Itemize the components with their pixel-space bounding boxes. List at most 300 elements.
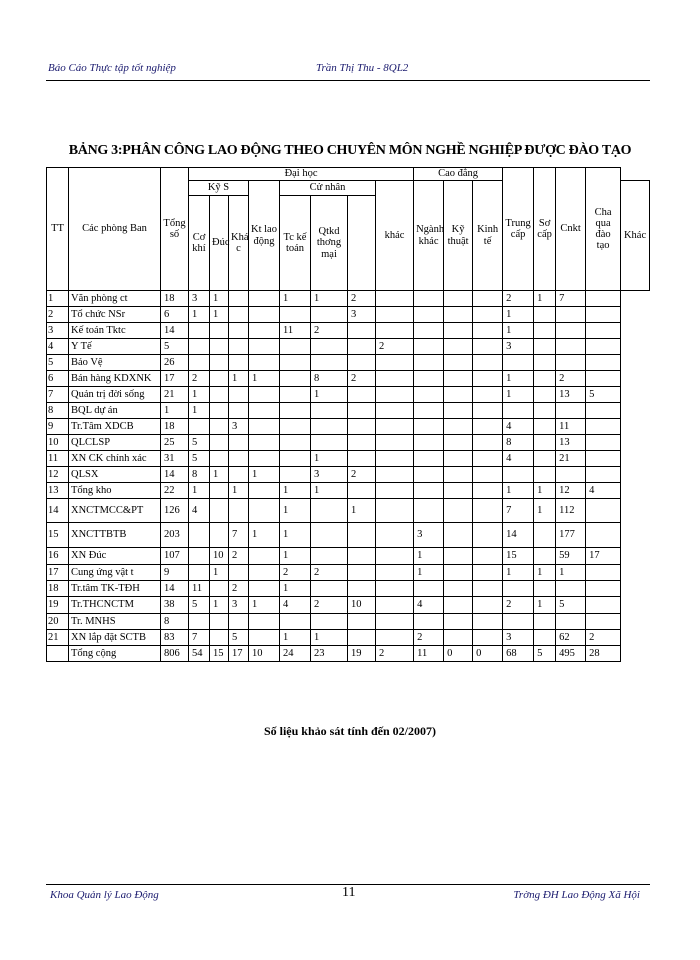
value-cell — [280, 614, 311, 630]
value-cell — [376, 403, 414, 419]
value-cell: 2 — [503, 291, 534, 307]
row-number: 10 — [47, 435, 69, 451]
value-cell: 15 — [210, 646, 229, 662]
labor-allocation-table — [46, 167, 650, 662]
value-cell — [280, 339, 311, 355]
value-cell — [376, 451, 414, 467]
value-cell — [444, 355, 473, 371]
value-cell: 1 — [311, 291, 348, 307]
value-cell: 26 — [161, 355, 189, 371]
value-cell: 38 — [161, 597, 189, 614]
department-name: Bảo Vệ — [69, 355, 161, 371]
header-author-text: Trần Thị Thu - 8QL2 — [316, 62, 409, 74]
value-cell — [229, 565, 249, 581]
value-cell: 1 — [210, 565, 229, 581]
value-cell: 1 — [229, 483, 249, 499]
value-cell: 1 — [534, 565, 556, 581]
row-number: 9 — [47, 419, 69, 435]
value-cell — [444, 630, 473, 646]
value-cell — [376, 581, 414, 597]
value-cell — [249, 339, 280, 355]
value-cell — [444, 307, 473, 323]
value-cell — [473, 435, 503, 451]
value-cell — [229, 499, 249, 523]
value-cell — [249, 403, 280, 419]
row-number: 5 — [47, 355, 69, 371]
row-number: 15 — [47, 523, 69, 548]
row-number: 21 — [47, 630, 69, 646]
value-cell — [473, 355, 503, 371]
value-cell — [376, 597, 414, 614]
value-cell: 19 — [348, 646, 376, 662]
value-cell — [444, 548, 473, 565]
value-cell — [210, 323, 229, 339]
col-header-co-khi: Cơ khí — [189, 196, 210, 291]
department-name: XNCTTBTB — [69, 523, 161, 548]
value-cell — [249, 355, 280, 371]
value-cell — [376, 355, 414, 371]
value-cell — [444, 467, 473, 483]
value-cell: 495 — [556, 646, 586, 662]
col-header-dept: Các phòng Ban — [69, 168, 161, 291]
value-cell — [414, 451, 444, 467]
row-number: 19 — [47, 597, 69, 614]
value-cell — [414, 435, 444, 451]
value-cell — [249, 323, 280, 339]
row-number: 3 — [47, 323, 69, 339]
value-cell: 107 — [161, 548, 189, 565]
value-cell: 9 — [161, 565, 189, 581]
group-header-caodang: Cao đẳng — [414, 168, 503, 181]
value-cell: 2 — [503, 597, 534, 614]
value-cell — [249, 565, 280, 581]
value-cell — [444, 523, 473, 548]
value-cell: 2 — [556, 371, 586, 387]
value-cell: 203 — [161, 523, 189, 548]
value-cell — [444, 451, 473, 467]
value-cell: 1 — [249, 467, 280, 483]
value-cell: 11 — [556, 419, 586, 435]
value-cell: 2 — [376, 646, 414, 662]
group-header-daihoc: Đại học — [189, 168, 414, 181]
col-header-tc-ke-toan: Tc kế toán — [280, 196, 311, 291]
value-cell — [280, 419, 311, 435]
value-cell: 1 — [503, 565, 534, 581]
value-cell — [249, 499, 280, 523]
value-cell — [348, 483, 376, 499]
value-cell: 1 — [210, 307, 229, 323]
value-cell: 15 — [503, 548, 534, 565]
value-cell: 8 — [161, 614, 189, 630]
value-cell — [444, 581, 473, 597]
value-cell: 18 — [161, 291, 189, 307]
value-cell — [210, 371, 229, 387]
value-cell — [376, 387, 414, 403]
value-cell — [586, 355, 621, 371]
value-cell — [210, 419, 229, 435]
table-row — [47, 323, 650, 339]
value-cell — [210, 435, 229, 451]
value-cell — [376, 523, 414, 548]
value-cell — [210, 483, 229, 499]
value-cell — [311, 499, 348, 523]
row-number: 14 — [47, 499, 69, 523]
value-cell — [534, 467, 556, 483]
value-cell — [189, 339, 210, 355]
value-cell: 14 — [503, 523, 534, 548]
table-row — [47, 597, 650, 614]
value-cell: 3 — [189, 291, 210, 307]
value-cell — [534, 387, 556, 403]
value-cell — [503, 403, 534, 419]
value-cell: 1 — [280, 291, 311, 307]
value-cell — [376, 435, 414, 451]
value-cell — [376, 323, 414, 339]
value-cell: 1 — [161, 403, 189, 419]
table-row — [47, 581, 650, 597]
value-cell — [414, 614, 444, 630]
footer-faculty-text: Khoa Quản lý Lao Động — [50, 889, 159, 901]
department-name: Tr.Tâm XDCB — [69, 419, 161, 435]
department-name: XNCTMCC&PT — [69, 499, 161, 523]
value-cell — [229, 467, 249, 483]
value-cell: 4 — [586, 483, 621, 499]
value-cell: 2 — [348, 291, 376, 307]
value-cell — [348, 581, 376, 597]
value-cell: 83 — [161, 630, 189, 646]
value-cell: 1 — [534, 483, 556, 499]
value-cell — [444, 387, 473, 403]
value-cell — [444, 565, 473, 581]
value-cell: 112 — [556, 499, 586, 523]
value-cell — [189, 355, 210, 371]
department-name: QLCLSP — [69, 435, 161, 451]
value-cell — [311, 355, 348, 371]
value-cell — [249, 548, 280, 565]
value-cell: 14 — [161, 467, 189, 483]
value-cell — [189, 523, 210, 548]
value-cell — [229, 614, 249, 630]
value-cell: 6 — [161, 307, 189, 323]
value-cell — [473, 307, 503, 323]
col-header-khac-dh: khác — [376, 181, 414, 291]
value-cell: 1 — [280, 581, 311, 597]
value-cell: 31 — [161, 451, 189, 467]
value-cell — [229, 387, 249, 403]
value-cell: 1 — [280, 523, 311, 548]
value-cell: 1 — [311, 451, 348, 467]
value-cell: 1 — [503, 307, 534, 323]
col-header-khac-cd: Khác — [621, 181, 650, 291]
table-row — [47, 339, 650, 355]
value-cell: 2 — [586, 630, 621, 646]
value-cell: 1 — [189, 483, 210, 499]
value-cell: 1 — [249, 371, 280, 387]
value-cell: 8 — [189, 467, 210, 483]
value-cell: 2 — [376, 339, 414, 355]
value-cell: 3 — [503, 339, 534, 355]
value-cell: 2 — [348, 371, 376, 387]
value-cell: 1 — [189, 307, 210, 323]
row-number — [47, 646, 69, 662]
value-cell — [444, 291, 473, 307]
value-cell — [556, 581, 586, 597]
value-cell — [473, 451, 503, 467]
row-number: 17 — [47, 565, 69, 581]
value-cell — [280, 355, 311, 371]
value-cell — [556, 339, 586, 355]
value-cell: 17 — [586, 548, 621, 565]
value-cell: 25 — [161, 435, 189, 451]
department-name: Bán hàng KDXNK — [69, 371, 161, 387]
department-name: XN Đúc — [69, 548, 161, 565]
value-cell: 1 — [534, 499, 556, 523]
value-cell: 62 — [556, 630, 586, 646]
value-cell: 2 — [414, 630, 444, 646]
value-cell — [229, 403, 249, 419]
value-cell: 11 — [414, 646, 444, 662]
value-cell — [444, 499, 473, 523]
value-cell: 23 — [311, 646, 348, 662]
value-cell — [473, 403, 503, 419]
value-cell: 1 — [280, 630, 311, 646]
value-cell — [311, 307, 348, 323]
value-cell — [414, 355, 444, 371]
value-cell: 7 — [189, 630, 210, 646]
col-header-total: Tổng số — [161, 168, 189, 291]
value-cell — [586, 597, 621, 614]
value-cell — [473, 548, 503, 565]
value-cell: 1 — [210, 291, 229, 307]
value-cell: 24 — [280, 646, 311, 662]
row-number: 11 — [47, 451, 69, 467]
value-cell — [473, 581, 503, 597]
col-header-duc: Đúc — [210, 196, 229, 291]
value-cell — [280, 403, 311, 419]
value-cell — [444, 419, 473, 435]
value-cell — [210, 630, 229, 646]
value-cell — [210, 403, 229, 419]
value-cell — [414, 371, 444, 387]
value-cell — [444, 435, 473, 451]
value-cell: 10 — [210, 548, 229, 565]
page-header — [46, 60, 650, 81]
value-cell — [473, 597, 503, 614]
value-cell: 177 — [556, 523, 586, 548]
value-cell — [473, 371, 503, 387]
value-cell — [586, 323, 621, 339]
value-cell: 1 — [556, 565, 586, 581]
col-header-qtkd: Qtkd thơng mại — [311, 196, 348, 291]
col-header-ky-thuat: Kỹ thuật — [444, 181, 473, 291]
value-cell — [210, 339, 229, 355]
value-cell — [376, 630, 414, 646]
value-cell: 4 — [503, 419, 534, 435]
value-cell — [556, 307, 586, 323]
value-cell — [249, 630, 280, 646]
col-header-khac-kys: Khá c — [229, 196, 249, 291]
value-cell: 1 — [249, 597, 280, 614]
value-cell: 1 — [189, 387, 210, 403]
value-cell: 2 — [311, 597, 348, 614]
value-cell — [189, 565, 210, 581]
value-cell: 0 — [473, 646, 503, 662]
value-cell: 3 — [229, 419, 249, 435]
value-cell — [311, 419, 348, 435]
value-cell — [414, 307, 444, 323]
value-cell — [534, 548, 556, 565]
value-cell: 17 — [229, 646, 249, 662]
value-cell — [280, 387, 311, 403]
table-row — [47, 419, 650, 435]
survey-note: Số liệu khảo sát tính đến 02/2007) — [263, 724, 437, 738]
value-cell — [503, 614, 534, 630]
total-row — [47, 646, 650, 662]
value-cell: 3 — [503, 630, 534, 646]
value-cell — [376, 548, 414, 565]
value-cell: 14 — [161, 323, 189, 339]
value-cell — [348, 419, 376, 435]
table-row — [47, 630, 650, 646]
department-name: XN CK chính xác — [69, 451, 161, 467]
value-cell: 59 — [556, 548, 586, 565]
value-cell — [210, 614, 229, 630]
value-cell: 1 — [280, 483, 311, 499]
value-cell: 3 — [414, 523, 444, 548]
value-cell — [348, 630, 376, 646]
value-cell — [586, 435, 621, 451]
value-cell — [444, 614, 473, 630]
value-cell: 1 — [210, 467, 229, 483]
value-cell — [473, 614, 503, 630]
value-cell — [210, 523, 229, 548]
col-header-chuaqua: Cha qua đào tạo — [586, 168, 621, 291]
value-cell: 7 — [556, 291, 586, 307]
row-number: 6 — [47, 371, 69, 387]
value-cell: 22 — [161, 483, 189, 499]
value-cell: 3 — [311, 467, 348, 483]
footer-university-text: Trờng ĐH Lao Động Xã Hội — [513, 889, 640, 901]
value-cell — [348, 403, 376, 419]
value-cell — [376, 499, 414, 523]
value-cell: 12 — [556, 483, 586, 499]
value-cell — [534, 371, 556, 387]
row-number: 16 — [47, 548, 69, 565]
value-cell — [210, 387, 229, 403]
table-row — [47, 403, 650, 419]
value-cell — [376, 483, 414, 499]
value-cell — [473, 339, 503, 355]
value-cell — [229, 435, 249, 451]
value-cell — [534, 435, 556, 451]
value-cell: 1 — [534, 597, 556, 614]
value-cell — [444, 403, 473, 419]
value-cell — [534, 403, 556, 419]
value-cell — [280, 451, 311, 467]
value-cell — [376, 291, 414, 307]
page-number: 11 — [342, 885, 356, 900]
department-name: Tổ chức NSr — [69, 307, 161, 323]
value-cell: 3 — [229, 597, 249, 614]
value-cell: 1 — [534, 291, 556, 307]
department-name: Cung ứng vật t — [69, 565, 161, 581]
row-number: 2 — [47, 307, 69, 323]
value-cell: 11 — [189, 581, 210, 597]
value-cell — [586, 523, 621, 548]
value-cell: 7 — [229, 523, 249, 548]
value-cell: 2 — [311, 565, 348, 581]
value-cell — [586, 339, 621, 355]
department-name: Quản trị đời sống — [69, 387, 161, 403]
value-cell — [444, 339, 473, 355]
department-name: Tổng kho — [69, 483, 161, 499]
department-name: Tr. MNHS — [69, 614, 161, 630]
table-row — [47, 499, 650, 523]
row-number: 12 — [47, 467, 69, 483]
value-cell — [348, 387, 376, 403]
value-cell — [473, 565, 503, 581]
value-cell: 5 — [189, 597, 210, 614]
table-row — [47, 435, 650, 451]
table-row — [47, 355, 650, 371]
row-number: 4 — [47, 339, 69, 355]
value-cell — [348, 451, 376, 467]
col-header-trungcap: Trung cấp — [503, 168, 534, 291]
value-cell — [473, 467, 503, 483]
value-cell — [229, 451, 249, 467]
value-cell — [229, 307, 249, 323]
table-row — [47, 387, 650, 403]
row-number: 20 — [47, 614, 69, 630]
col-header-socap: Sơ cấp — [534, 168, 556, 291]
value-cell — [280, 371, 311, 387]
value-cell — [311, 581, 348, 597]
value-cell: 10 — [348, 597, 376, 614]
value-cell — [376, 614, 414, 630]
row-number: 18 — [47, 581, 69, 597]
value-cell — [473, 323, 503, 339]
value-cell: 5 — [189, 435, 210, 451]
value-cell — [534, 307, 556, 323]
table-row — [47, 307, 650, 323]
value-cell: 4 — [414, 597, 444, 614]
value-cell — [586, 403, 621, 419]
value-cell — [249, 387, 280, 403]
value-cell — [376, 371, 414, 387]
value-cell — [348, 614, 376, 630]
value-cell: 2 — [189, 371, 210, 387]
value-cell: 21 — [161, 387, 189, 403]
value-cell — [210, 499, 229, 523]
value-cell — [586, 419, 621, 435]
value-cell — [444, 597, 473, 614]
value-cell: 11 — [280, 323, 311, 339]
value-cell — [534, 355, 556, 371]
value-cell — [414, 387, 444, 403]
value-cell: 126 — [161, 499, 189, 523]
value-cell — [348, 435, 376, 451]
value-cell: 8 — [311, 371, 348, 387]
value-cell — [249, 451, 280, 467]
department-name: Kế toán Tktc — [69, 323, 161, 339]
page-footer — [46, 884, 650, 907]
department-name: Tổng cộng — [69, 646, 161, 662]
value-cell — [210, 355, 229, 371]
value-cell — [414, 323, 444, 339]
department-name: Y Tế — [69, 339, 161, 355]
value-cell — [473, 291, 503, 307]
value-cell — [556, 403, 586, 419]
